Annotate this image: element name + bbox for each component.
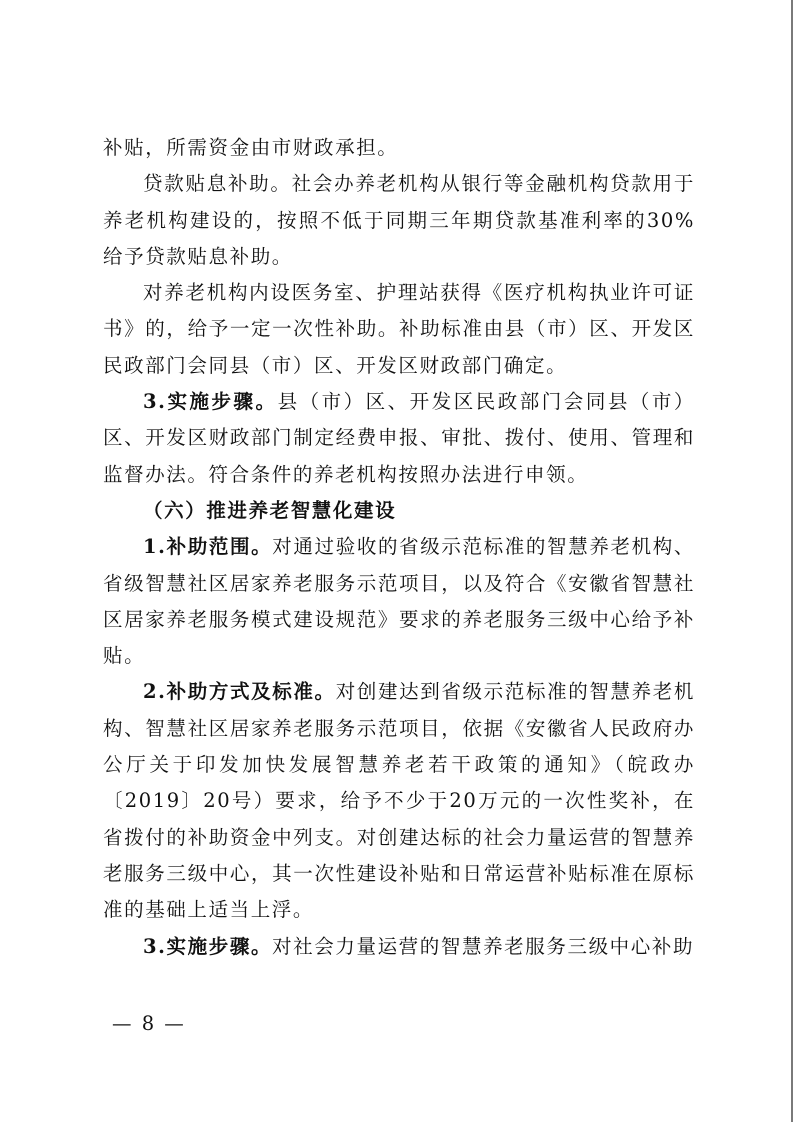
paragraph-lead: 1.补助范围。 (143, 535, 273, 559)
paragraph-loan-subsidy: 贷款贴息补助。社会办养老机构从银行等金融机构贷款用于养老机构建设的，按照不低于同期三年期贷款基准利率的30%给予贷款贴息补助。 (103, 172, 695, 268)
paragraph-lead: 3.实施步骤。 (143, 934, 273, 958)
paragraph-implementation-steps: 3.实施步骤。县（市）区、开发区民政部门会同县（市）区、开发区财政部门制定经费申报、审批、拨付、使用、管理和监督办法。符合条件的养老机构按照办法进行申领。 (103, 390, 696, 486)
page-number: — 8 — (112, 1012, 186, 1035)
paragraph-medical-room-subsidy: 对养老机构内设医务室、护理站获得《医疗机构执业许可证书》的，给予一定一次性补助。补助标准由县（市）区、开发区民政部门会同县（市）区、开发区财政部门确定。 (103, 281, 695, 377)
paragraph-implementation-steps-2: 3.实施步骤。对社会力量运营的智慧养老服务三级中心补助 (143, 934, 695, 958)
paragraph-subsidy-scope: 1.补助范围。对通过验收的省级示范标准的智慧养老机构、省级智慧社区居家养老服务示范项目，以及符合《安徽省智慧社区居家养老服务模式建设规范》要求的养老服务三级中心给予补贴。 (103, 535, 695, 668)
document-body (103, 130, 695, 965)
paragraph-subsidy-standard: 2.补助方式及标准。对创建达到省级示范标准的智慧养老机构、智慧社区居家养老服务示范项目，依据《安徽省人民政府办公厅关于印发加快发展智慧养老若干政策的通知》（皖政办〔2019〕20号）要求，给予不少于20万元的一次性奖补，在省拨付的补助资金中列支。对创建达标的社会力量运营的智慧养老服务三级中心，其一次性建设补贴和日常运营补贴标准在原标准的基础上适当上浮。 (103, 680, 696, 922)
paragraph-1: 补贴，所需资金由市财政承担。 (103, 136, 399, 159)
paragraph-lead: 3.实施步骤。 (143, 390, 278, 414)
section-heading-smart-elderly-care: （六）推进养老智慧化建设 (143, 498, 397, 522)
paragraph-lead: 2.补助方式及标准。 (143, 680, 336, 704)
